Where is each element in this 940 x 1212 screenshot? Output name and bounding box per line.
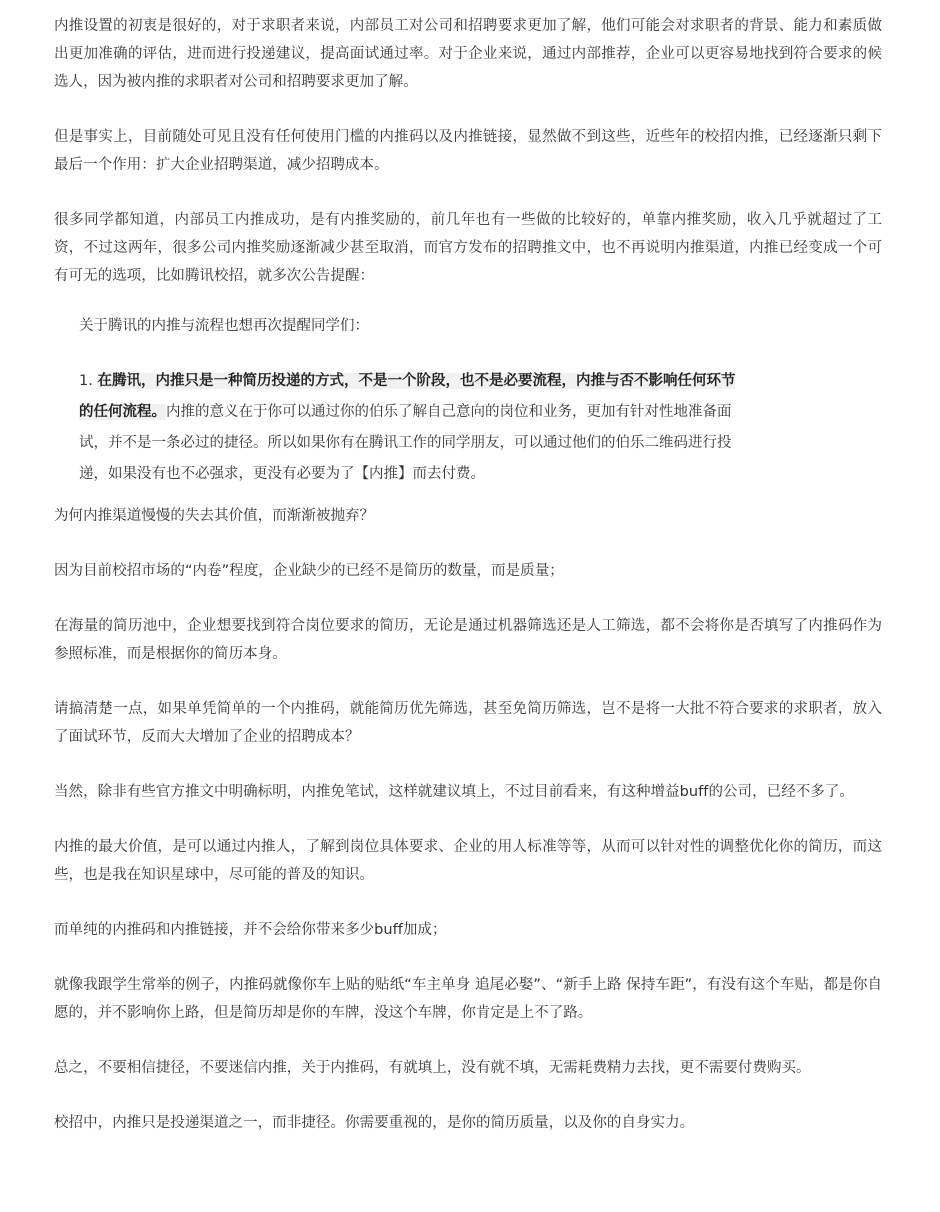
- list-item-number: 1.: [79, 373, 93, 389]
- paragraph-screening: 在海量的简历池中，企业想要找到符合岗位要求的简历，无论是通过机器筛选还是人工筛选，都不会将你是否填写了内推码作为参照标准，而是根据你的简历本身。: [54, 618, 882, 662]
- paragraph-rewards: 很多同学都知道，内部员工内推成功，是有内推奖励的，前几年也有一些做的比较好的，单靠内推奖励，收入几乎就超过了工资，不过这两年，很多公司内推奖励逐渐减少甚至取消，而官方发布的招聘推文中，也不再说明内推渠道，内推已经变成一个可有可无的选项，比如腾讯校招，就多次公告提醒：: [54, 212, 882, 284]
- paragraph-value: 内推的最大价值，是可以通过内推人，了解到岗位具体要求、企业的用人标准等等，从而可以针对性的调整优化你的简历，而这些，也是我在知识星球中，尽可能的普及的知识。: [54, 839, 882, 883]
- paragraph-reality: 但是事实上，目前随处可见且没有任何使用门槛的内推码以及内推链接，显然做不到这些，近些年的校招内推，已经逐渐只剩下最后一个作用：扩大企业招聘渠道，减少招聘成本。: [54, 129, 882, 173]
- paragraph-cost: 请搞清楚一点，如果单凭简单的一个内推码，就能简历优先筛选，甚至免简历筛选，岂不是将一大批不符合要求的求职者，放入了面试环节，反而大大增加了企业的招聘成本？: [54, 701, 882, 745]
- list-item-tencent-rule: [79, 366, 743, 490]
- paragraph-summary: 总之，不要相信捷径，不要迷信内推，关于内推码，有就填上，没有就不填，无需耗费精力去找，更不需要付费购买。: [54, 1060, 811, 1076]
- list-item-text: 内推的意义在于你可以通过你的伯乐了解自己意向的岗位和业务，更加有针对性地准备面试，并不是一条必过的捷径。所以如果你有在腾讯工作的同学朋友，可以通过他们的伯乐二维码进行投递，如果没有也不必强求，更没有必要为了【内推】而去付费。: [79, 404, 732, 482]
- paragraph-exception: 当然，除非有些官方推文中明确标明，内推免笔试，这样就建议填上，不过目前看来，有这种增益buff的公司，已经不多了。: [54, 784, 854, 800]
- paragraph-buff: 而单纯的内推码和内推链接，并不会给你带来多少buff加成；: [54, 922, 447, 938]
- paragraph-car-analogy: 就像我跟学生常举的例子，内推码就像你车上贴的贴纸“车主单身 追尾必娶”、“新手上路 保持车距”，有没有这个车贴，都是你自愿的，并不影响你上路，但是简历却是你的车牌，没这个车牌，你肯定是上不了路。: [54, 977, 882, 1021]
- paragraph-conclusion: 校招中，内推只是投递渠道之一，而非捷径。你需要重视的，是你的简历质量，以及你的自身实力。: [54, 1115, 695, 1131]
- paragraph-question: 为何内推渠道慢慢的失去其价值，而渐渐被抛弃？: [54, 508, 375, 524]
- paragraph-involution: 因为目前校招市场的“内卷”程度，企业缺少的已经不是简历的数量，而是质量；: [54, 563, 564, 579]
- quote-tencent-reminder: 关于腾讯的内推与流程也想再次提醒同学们：: [79, 318, 369, 334]
- article-body: [54, 12, 882, 1164]
- paragraph-intro: 内推设置的初衷是很好的，对于求职者来说，内部员工对公司和招聘要求更加了解，他们可能会对求职者的背景、能力和素质做出更加准确的评估，进而进行投递建议，提高面试通过率。对于企业来说，通过内部推荐，企业可以更容易地找到符合要求的候选人，因为被内推的求职者对公司和招聘要求更加了解。: [54, 18, 882, 90]
- list-item-emphasis: 在腾讯，内推只是一种简历投递的方式，不是一个阶段，也不是必要流程，内推与否不影响任何环节的任何流程。: [79, 373, 736, 420]
